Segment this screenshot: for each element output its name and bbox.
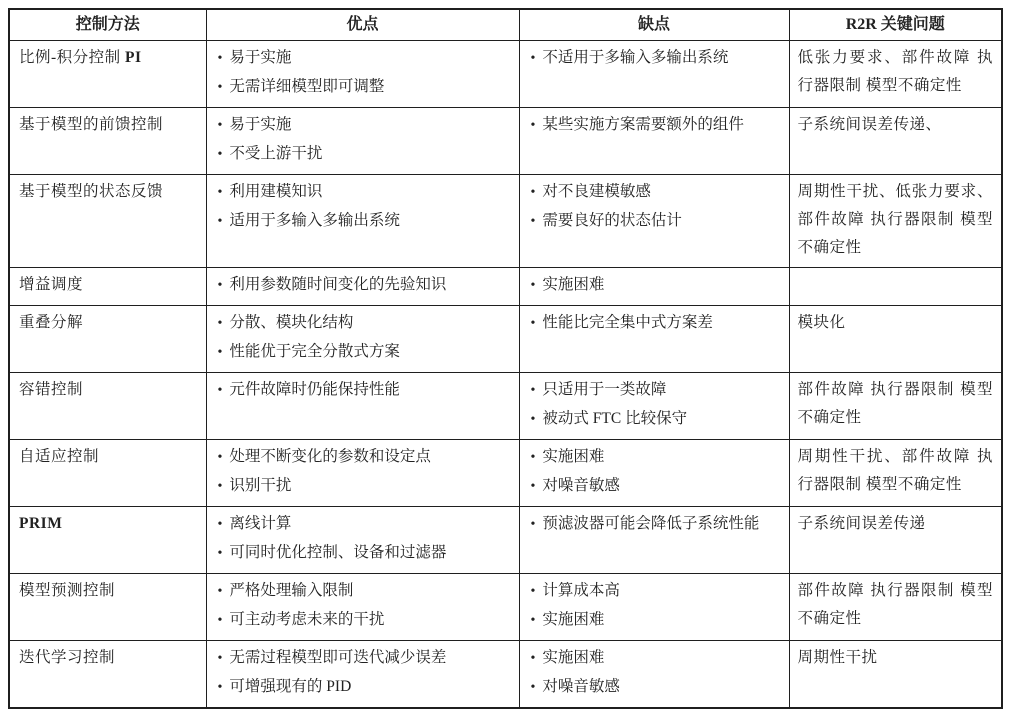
bullet-text: 对噪音敏感 <box>542 477 620 494</box>
table-row <box>9 108 1002 175</box>
disadvantages-cell <box>519 268 789 306</box>
disadvantages-cell <box>519 440 789 507</box>
bullet-icon: • <box>530 613 536 628</box>
bullet-item <box>531 44 781 73</box>
bullet-item <box>218 673 511 702</box>
bullet-icon: • <box>530 651 536 666</box>
bullet-text: 不受上游干扰 <box>229 145 323 162</box>
table-row <box>9 41 1002 108</box>
method-cell: 自适应控制 <box>9 440 206 507</box>
method-cell: 迭代学习控制 <box>9 641 206 709</box>
bullet-text: 易于实施 <box>229 116 292 133</box>
bullet-icon: • <box>530 479 536 494</box>
bullet-text: 只适用于一类故障 <box>542 381 667 398</box>
bullet-text: 实施困难 <box>542 448 605 465</box>
bullet-icon: • <box>217 316 223 331</box>
bullet-text: 处理不断变化的参数和设定点 <box>229 448 431 465</box>
bullet-icon: • <box>530 450 536 465</box>
bullet-text: 需要良好的状态估计 <box>542 212 682 229</box>
bullet-item <box>218 178 511 207</box>
bullet-item <box>218 472 511 501</box>
bullet-text: 离线计算 <box>229 515 292 532</box>
control-methods-table <box>8 8 1003 709</box>
bullet-text: 利用建模知识 <box>229 183 323 200</box>
bullet-item <box>531 673 781 702</box>
bullet-text: 计算成本高 <box>542 582 620 599</box>
bullet-icon: • <box>217 214 223 229</box>
bullet-text: 性能优于完全分散式方案 <box>229 343 400 360</box>
table-row <box>9 440 1002 507</box>
bullet-text: 利用参数随时间变化的先验知识 <box>229 276 447 293</box>
method-acronym: PRIM <box>19 515 63 532</box>
bullet-icon: • <box>217 383 223 398</box>
bullet-text: 预滤波器可能会降低子系统性能 <box>542 515 760 532</box>
bullet-item <box>531 510 781 539</box>
bullet-item <box>531 178 781 207</box>
bullet-text: 识别干扰 <box>229 477 292 494</box>
bullet-item <box>531 443 781 472</box>
method-cell: 容错控制 <box>9 373 206 440</box>
bullet-text: 实施困难 <box>542 649 605 666</box>
bullet-icon: • <box>217 450 223 465</box>
header-disadvantages: 缺点 <box>519 9 789 41</box>
method-cell: 基于模型的状态反馈 <box>9 175 206 268</box>
disadvantages-cell <box>519 373 789 440</box>
bullet-item <box>218 606 511 635</box>
r2r-issues-cell: 周期性干扰、部件故障 执行器限制 模型不确定性 <box>789 440 1002 507</box>
bullet-item <box>531 472 781 501</box>
bullet-icon: • <box>217 118 223 133</box>
bullet-text: 无需过程模型即可迭代减少误差 <box>229 649 447 666</box>
bullet-icon: • <box>530 185 536 200</box>
bullet-item <box>218 443 511 472</box>
bullet-item <box>531 309 781 338</box>
bullet-icon: • <box>217 51 223 66</box>
bullet-icon: • <box>217 651 223 666</box>
bullet-text: 实施困难 <box>542 611 605 628</box>
bullet-item <box>531 376 781 405</box>
table-row <box>9 306 1002 373</box>
advantages-cell <box>206 175 519 268</box>
bullet-text: 对噪音敏感 <box>542 678 620 695</box>
bullet-icon: • <box>530 517 536 532</box>
r2r-issues-cell <box>789 268 1002 306</box>
bullet-icon: • <box>217 147 223 162</box>
bullet-item <box>218 539 511 568</box>
bullet-item <box>531 606 781 635</box>
bullet-text: 某些实施方案需要额外的组件 <box>542 116 744 133</box>
advantages-cell <box>206 440 519 507</box>
advantages-cell <box>206 574 519 641</box>
bullet-item <box>218 376 511 405</box>
bullet-text: 易于实施 <box>229 49 292 66</box>
bullet-icon: • <box>530 316 536 331</box>
bullet-text: 对不良建模敏感 <box>542 183 651 200</box>
r2r-issues-cell: 模块化 <box>789 306 1002 373</box>
bullet-item <box>531 405 781 434</box>
disadvantages-cell <box>519 108 789 175</box>
advantages-cell <box>206 306 519 373</box>
advantages-cell <box>206 268 519 306</box>
bullet-icon: • <box>530 680 536 695</box>
table-row <box>9 175 1002 268</box>
r2r-issues-cell: 低张力要求、部件故障 执行器限制 模型不确定性 <box>789 41 1002 108</box>
disadvantages-cell <box>519 41 789 108</box>
bullet-icon: • <box>217 185 223 200</box>
bullet-icon: • <box>530 584 536 599</box>
bullet-item <box>218 73 511 102</box>
bullet-icon: • <box>530 383 536 398</box>
bullet-text: 可同时优化控制、设备和过滤器 <box>229 544 447 561</box>
header-r2r-key-issues: R2R 关键问题 <box>789 9 1002 41</box>
bullet-icon: • <box>530 278 536 293</box>
table-row <box>9 268 1002 306</box>
bullet-text: 分散、模块化结构 <box>229 314 354 331</box>
bullet-icon: • <box>217 345 223 360</box>
header-control-method: 控制方法 <box>9 9 206 41</box>
method-acronym: PI <box>125 49 142 66</box>
disadvantages-cell <box>519 175 789 268</box>
advantages-cell <box>206 373 519 440</box>
bullet-item <box>218 111 511 140</box>
bullet-text: 不适用于多输入多输出系统 <box>542 49 729 66</box>
disadvantages-cell <box>519 306 789 373</box>
bullet-item <box>218 510 511 539</box>
bullet-text: 可主动考虑未来的干扰 <box>229 611 385 628</box>
bullet-icon: • <box>217 613 223 628</box>
bullet-item <box>218 44 511 73</box>
bullet-icon: • <box>217 546 223 561</box>
bullet-icon: • <box>217 680 223 695</box>
method-cell <box>9 507 206 574</box>
method-cell: 模型预测控制 <box>9 574 206 641</box>
bullet-icon: • <box>217 517 223 532</box>
table-body <box>9 41 1002 709</box>
bullet-icon: • <box>530 118 536 133</box>
table-row <box>9 574 1002 641</box>
bullet-item <box>218 338 511 367</box>
table-header <box>9 9 1002 41</box>
bullet-item <box>531 207 781 236</box>
bullet-text: 被动式 FTC 比较保守 <box>542 410 688 427</box>
bullet-icon: • <box>217 584 223 599</box>
bullet-item <box>218 207 511 236</box>
table-row <box>9 507 1002 574</box>
bullet-item <box>218 271 511 300</box>
r2r-issues-cell: 子系统间误差传递、 <box>789 108 1002 175</box>
bullet-text: 可增强现有的 PID <box>229 678 352 695</box>
header-advantages: 优点 <box>206 9 519 41</box>
method-cell: 基于模型的前馈控制 <box>9 108 206 175</box>
bullet-icon: • <box>530 412 536 427</box>
bullet-item <box>218 577 511 606</box>
disadvantages-cell <box>519 574 789 641</box>
bullet-text: 严格处理输入限制 <box>229 582 354 599</box>
bullet-icon: • <box>217 278 223 293</box>
method-cell: 重叠分解 <box>9 306 206 373</box>
disadvantages-cell <box>519 507 789 574</box>
bullet-text: 元件故障时仍能保持性能 <box>229 381 400 398</box>
bullet-icon: • <box>217 80 223 95</box>
disadvantages-cell <box>519 641 789 709</box>
r2r-issues-cell: 周期性干扰、低张力要求、部件故障 执行器限制 模型不确定性 <box>789 175 1002 268</box>
advantages-cell <box>206 108 519 175</box>
bullet-item <box>218 309 511 338</box>
r2r-issues-cell: 周期性干扰 <box>789 641 1002 709</box>
bullet-item <box>531 577 781 606</box>
bullet-item <box>531 111 781 140</box>
bullet-text: 适用于多输入多输出系统 <box>229 212 400 229</box>
header-row <box>9 9 1002 41</box>
bullet-item <box>531 644 781 673</box>
bullet-text: 实施困难 <box>542 276 605 293</box>
bullet-text: 无需详细模型即可调整 <box>229 78 385 95</box>
bullet-text: 性能比完全集中式方案差 <box>542 314 713 331</box>
method-cell: 增益调度 <box>9 268 206 306</box>
bullet-icon: • <box>217 479 223 494</box>
r2r-issues-cell: 子系统间误差传递 <box>789 507 1002 574</box>
table-row <box>9 373 1002 440</box>
advantages-cell <box>206 41 519 108</box>
r2r-issues-cell: 部件故障 执行器限制 模型不确定性 <box>789 373 1002 440</box>
table-row <box>9 641 1002 709</box>
bullet-icon: • <box>530 214 536 229</box>
advantages-cell <box>206 507 519 574</box>
r2r-issues-cell: 部件故障 执行器限制 模型不确定性 <box>789 574 1002 641</box>
bullet-icon: • <box>530 51 536 66</box>
bullet-item <box>218 644 511 673</box>
method-cell: 比例-积分控制 PI <box>9 41 206 108</box>
bullet-item <box>531 271 781 300</box>
advantages-cell <box>206 641 519 709</box>
bullet-item <box>218 140 511 169</box>
